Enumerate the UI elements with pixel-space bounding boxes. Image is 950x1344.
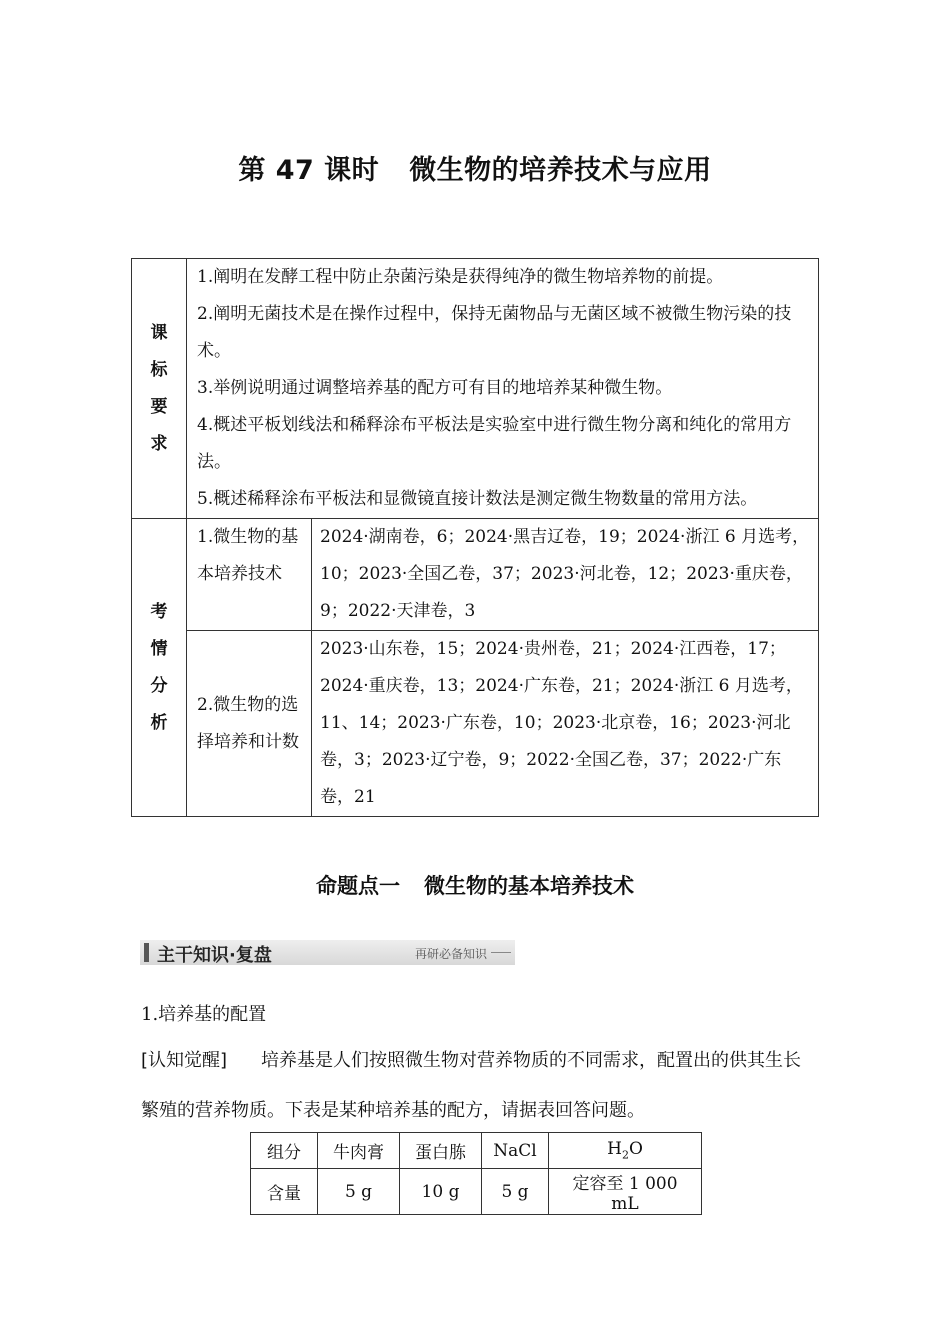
table-cell: 蛋白胨 [400,1133,482,1169]
requirements-table [131,258,819,817]
exam-row [132,519,819,631]
table-header-row [251,1133,702,1169]
table-cell: 牛肉膏 [318,1133,400,1169]
table-cell: 组分 [251,1133,318,1169]
requirements-side-label: 课 标 要 求 [132,259,187,519]
exam-topic: 2.微生物的选择培养和计数 [187,631,312,817]
requirement-item: 1.阐明在发酵工程中防止杂菌污染是获得纯净的微生物培养物的前提。 [197,267,724,287]
banner-bar-icon [144,943,149,962]
knowledge-banner [140,940,515,965]
lesson-topic: 微生物的培养技术与应用 [409,155,712,186]
requirement-item: 4.概述平板划线法和稀释涂布平板法是实验室中进行微生物分离和纯化的常用方法。 [197,415,792,472]
table-cell: 含量 [251,1169,318,1215]
awareness-text: 培养基是人们按照微生物对营养物质的不同需求，配置出的供其生长繁殖的营养物质。下表是某种培养基的配方，请据表回答问题。 [141,1050,802,1121]
banner-label: 主干知识·复盘 [157,945,272,966]
medium-recipe-table [250,1132,702,1215]
section-heading [0,870,950,900]
exam-references: 2024·湖南卷，6；2024·黑吉辽卷，19；2024·浙江 6 月选考，10；2023·全国乙卷，37；2023·河北卷，12；2023·重庆卷，9；2022·天津卷，3 [312,519,819,631]
requirement-item: 2.阐明无菌技术是在操作过程中，保持无菌物品与无菌区域不被微生物污染的技术。 [197,304,792,361]
subheading-medium: 1.培养基的配置 [141,1004,267,1025]
page-title [0,148,950,187]
banner-line [491,952,511,953]
table-cell: 5 g [318,1169,400,1215]
table-row [251,1169,702,1215]
table-cell-water: $H_2O$ [549,1133,702,1169]
banner-subtitle: 再研必备知识 [414,947,487,961]
requirement-item: 5.概述稀释涂布平板法和显微镜直接计数法是测定微生物数量的常用方法。 [197,489,758,509]
awareness-paragraph [141,1036,811,1136]
exam-side-label: 考 情 分 析 [132,519,187,817]
table-cell: 5 g [482,1169,549,1215]
awareness-tag: [认知觉醒] [141,1050,228,1071]
section-label: 命题点一 [316,874,400,898]
table-cell: 定容至 1 000 mL [549,1169,702,1215]
lesson-number: 第 47 课时 [238,155,380,186]
exam-row [132,631,819,817]
table-cell: NaCl [482,1133,549,1169]
exam-topic: 1.微生物的基本培养技术 [187,519,312,631]
table-cell: 10 g [400,1169,482,1215]
requirement-item: 3.举例说明通过调整培养基的配方可有目的地培养某种微生物。 [197,378,673,398]
requirements-list [187,259,819,519]
requirements-row [132,259,819,519]
section-title: 微生物的基本培养技术 [424,874,634,898]
exam-references: 2023·山东卷，15；2024·贵州卷，21；2024·江西卷，17；2024·重庆卷，13；2024·广东卷，21；2024·浙江 6 月选考，11、14；2023·广东卷，10；2023·北京卷，16；2023·河北卷，3；2023·辽宁卷，9；2022·全国乙卷，37；2022·广东卷，21 [312,631,819,817]
